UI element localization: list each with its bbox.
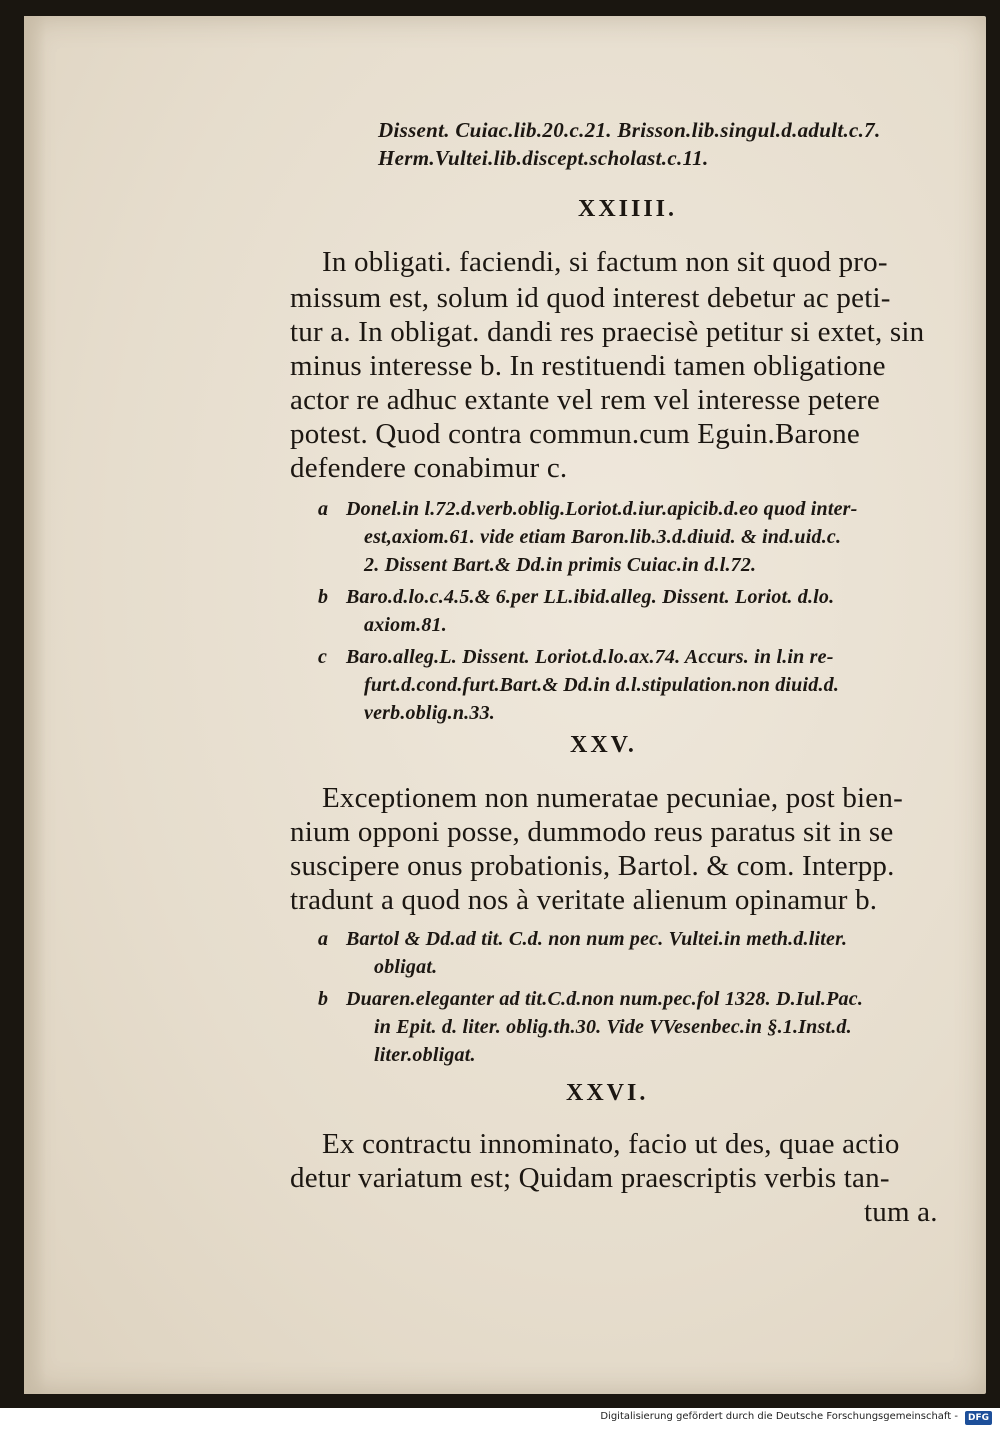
footnote-marker: a (318, 928, 329, 950)
body-line: In obligati. faciendi, si factum non sit quod pro- (322, 246, 888, 278)
footnote-line: Baro.alleg.L. Dissent. Loriot.d.lo.ax.74. Accurs. in l.in re- (346, 646, 834, 668)
footnote (318, 988, 863, 1011)
body-line: suscipere onus probationis, Bartol. & com. Interpp. (290, 850, 895, 882)
digitization-footer (0, 1408, 1000, 1429)
body-line: Ex contractu innominato, facio ut des, quae actio (322, 1128, 900, 1160)
section-heading: XXIIII. (578, 196, 678, 222)
footnote-line: Donel.in l.72.d.verb.oblig.Loriot.d.iur.apicib.d.eo quod inter- (346, 498, 858, 520)
footnote-line: est,axiom.61. vide etiam Baron.lib.3.d.diuid. & ind.uid.c. (364, 526, 842, 548)
footnote-line: verb.oblig.n.33. (364, 702, 495, 724)
top-reference-line: Dissent. Cuiac.lib.20.c.21. Brisson.lib.singul.d.adult.c.7. (378, 118, 881, 142)
footnote-marker: b (318, 988, 329, 1010)
footnote-line: furt.d.cond.furt.Bart.& Dd.in d.l.stipulation.non diuid.d. (364, 674, 840, 696)
body-line: defendere conabimur c. (290, 452, 568, 484)
footnote (318, 586, 834, 609)
footnote-line: 2. Dissent Bart.& Dd.in primis Cuiac.in d.l.72. (364, 554, 757, 576)
footnote-line: Bartol & Dd.ad tit. C.d. non num pec. Vultei.in meth.d.liter. (346, 928, 848, 950)
top-reference-line: Herm.Vultei.lib.discept.scholast.c.11. (378, 146, 709, 170)
footnote-line: liter.obligat. (374, 1044, 476, 1066)
body-line: actor re adhuc extante vel rem vel interesse petere (290, 384, 880, 416)
footer-text: Digitalisierung gefördert durch die Deutsche Forschungsgemeinschaft - (600, 1411, 958, 1422)
section-heading: XXV. (570, 732, 637, 758)
body-line: Exceptionem non numeratae pecuniae, post bien- (322, 782, 903, 814)
footnote-marker: c (318, 646, 328, 668)
footnote-line: Baro.d.lo.c.4.5.& 6.per LL.ibid.alleg. Dissent. Loriot. d.lo. (346, 586, 835, 608)
footnote-marker: a (318, 498, 329, 520)
body-line: nium opponi posse, dummodo reus paratus sit in se (290, 816, 894, 848)
body-line: missum est, solum id quod interest debetur ac peti- (290, 282, 891, 314)
footnote-line: in Epit. d. liter. oblig.th.30. Vide VVesenbec.in §.1.Inst.d. (374, 1016, 852, 1038)
footnote-line: axiom.81. (364, 614, 447, 636)
section-heading: XXVI. (566, 1080, 649, 1106)
body-line: potest. Quod contra commun.cum Eguin.Barone (290, 418, 860, 450)
dfg-logo: DFG (965, 1411, 992, 1425)
footnote (318, 498, 858, 521)
body-line: tradunt a quod nos à veritate alienum opinamur b. (290, 884, 878, 916)
footnote-marker: b (318, 586, 329, 608)
body-line: minus interesse b. In restituendi tamen obligatione (290, 350, 886, 382)
body-line: detur variatum est; Quidam praescriptis verbis tan- (290, 1162, 890, 1194)
footnote-line: obligat. (374, 956, 438, 978)
footnote (318, 646, 834, 669)
body-line: tur a. In obligat. dandi res praecisè petitur si extet, sin (290, 316, 925, 348)
footnote (318, 928, 847, 951)
footnote-line: Duaren.eleganter ad tit.C.d.non num.pec.fol 1328. D.Iul.Pac. (346, 988, 864, 1010)
catchword: tum a. (864, 1196, 938, 1228)
